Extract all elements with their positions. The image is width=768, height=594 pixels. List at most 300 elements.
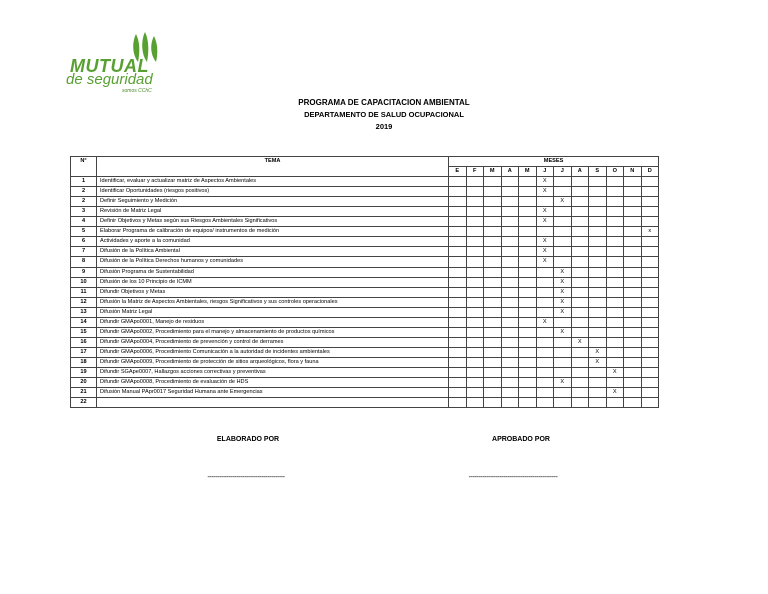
row-tema: Difusión Matriz Legal <box>97 307 449 317</box>
month-mark <box>589 307 607 317</box>
month-mark: X <box>536 247 554 257</box>
month-mark <box>589 388 607 398</box>
month-mark <box>466 227 484 237</box>
month-header: F <box>466 167 484 177</box>
month-header: M <box>519 167 537 177</box>
row-tema: Difundir GMApo0006, Procedimiento Comunicación a la autoridad de incidentes ambientales <box>97 347 449 357</box>
month-mark <box>571 227 589 237</box>
month-mark <box>501 297 519 307</box>
month-mark <box>501 207 519 217</box>
month-header: A <box>571 167 589 177</box>
month-mark <box>536 347 554 357</box>
month-mark: X <box>554 287 572 297</box>
month-mark <box>449 347 467 357</box>
month-mark <box>554 237 572 247</box>
month-mark <box>449 388 467 398</box>
table-row <box>71 357 659 367</box>
month-mark <box>641 177 659 187</box>
month-mark <box>536 337 554 347</box>
month-mark: X <box>589 347 607 357</box>
month-mark <box>536 388 554 398</box>
month-mark <box>466 327 484 337</box>
month-mark <box>484 277 502 287</box>
month-mark <box>589 367 607 377</box>
month-mark <box>501 317 519 327</box>
month-mark <box>519 277 537 287</box>
month-mark <box>589 317 607 327</box>
month-mark <box>606 277 624 287</box>
month-mark <box>589 187 607 197</box>
month-mark <box>449 398 467 408</box>
month-mark <box>606 337 624 347</box>
row-number: 2 <box>71 187 97 197</box>
month-mark <box>624 367 642 377</box>
month-mark <box>554 347 572 357</box>
month-mark <box>624 187 642 197</box>
document-title: PROGRAMA DE CAPACITACION AMBIENTAL <box>298 98 470 107</box>
month-mark <box>589 378 607 388</box>
table-row <box>71 177 659 187</box>
month-mark <box>536 297 554 307</box>
month-mark: X <box>536 257 554 267</box>
row-tema: Revisión de Matriz Legal <box>97 207 449 217</box>
month-mark <box>589 207 607 217</box>
month-mark <box>606 317 624 327</box>
month-mark <box>501 237 519 247</box>
table-row <box>71 347 659 357</box>
month-mark <box>641 388 659 398</box>
month-mark <box>484 398 502 408</box>
table-row <box>71 247 659 257</box>
month-mark <box>466 357 484 367</box>
month-mark <box>501 327 519 337</box>
month-mark <box>624 197 642 207</box>
month-mark <box>466 398 484 408</box>
month-mark <box>589 398 607 408</box>
month-mark <box>519 347 537 357</box>
row-tema: Elaborar Programa de calibración de equipos/ instrumentos de medición <box>97 227 449 237</box>
month-mark <box>449 317 467 327</box>
month-mark <box>519 357 537 367</box>
mutual-logo <box>66 30 188 100</box>
month-mark <box>606 207 624 217</box>
table-row <box>71 297 659 307</box>
table-row <box>71 277 659 287</box>
month-mark <box>519 227 537 237</box>
logo-line-2: de seguridad <box>66 71 153 88</box>
row-tema: Difusión la Matriz de Aspectos Ambientales, riesgos Significativos y sus controles operacionales <box>97 297 449 307</box>
month-mark <box>606 357 624 367</box>
month-mark <box>466 317 484 327</box>
month-mark <box>624 378 642 388</box>
month-mark <box>606 347 624 357</box>
month-mark: X <box>536 317 554 327</box>
row-number: 3 <box>71 207 97 217</box>
table-header-row <box>71 157 659 167</box>
month-mark: X <box>589 357 607 367</box>
month-mark <box>606 307 624 317</box>
month-mark <box>554 177 572 187</box>
month-mark <box>589 287 607 297</box>
row-tema: Identificar Oportunidades (riesgos positivos) <box>97 187 449 197</box>
month-mark: X <box>554 197 572 207</box>
month-header: S <box>589 167 607 177</box>
month-mark <box>466 247 484 257</box>
month-mark <box>466 367 484 377</box>
month-mark <box>641 187 659 197</box>
month-mark: X <box>536 237 554 247</box>
month-mark <box>606 287 624 297</box>
month-mark <box>466 388 484 398</box>
row-number: 1 <box>71 177 97 187</box>
month-mark <box>624 287 642 297</box>
month-header: D <box>641 167 659 177</box>
month-header: O <box>606 167 624 177</box>
month-mark <box>519 237 537 247</box>
month-mark <box>519 217 537 227</box>
aprobado-signature-line: ---------------------------------------------- <box>468 474 558 481</box>
month-mark <box>641 247 659 257</box>
table-row <box>71 227 659 237</box>
month-mark <box>501 398 519 408</box>
row-tema: Difusión de la Política Ambiental <box>97 247 449 257</box>
month-mark <box>449 277 467 287</box>
month-mark <box>519 187 537 197</box>
table-row <box>71 307 659 317</box>
month-mark <box>466 337 484 347</box>
month-mark <box>641 378 659 388</box>
month-mark <box>641 327 659 337</box>
month-mark <box>571 197 589 207</box>
department-title: DEPARTAMENTO DE SALUD OCUPACIONAL <box>304 110 464 119</box>
month-mark <box>536 197 554 207</box>
row-tema: Definir Objetivos y Metas según sus Riesgos Ambientales Significativos <box>97 217 449 227</box>
month-mark <box>624 307 642 317</box>
month-mark <box>606 187 624 197</box>
row-tema: Difusión Manual PApr0017 Seguridad Humana ante Emergencias <box>97 388 449 398</box>
month-mark <box>641 207 659 217</box>
month-mark <box>501 227 519 237</box>
month-mark <box>519 388 537 398</box>
month-mark <box>536 277 554 287</box>
month-mark <box>519 378 537 388</box>
month-mark <box>589 227 607 237</box>
elaborado-signature-line: ---------------------------------------- <box>207 474 285 481</box>
month-mark <box>641 237 659 247</box>
header-number: N° <box>71 157 97 177</box>
row-tema: Difundir GMApo0002, Procedimiento para el manejo y almacenamiento de productos químicos <box>97 327 449 337</box>
month-mark <box>466 378 484 388</box>
table-row <box>71 207 659 217</box>
month-mark <box>589 267 607 277</box>
row-number: 10 <box>71 277 97 287</box>
month-mark <box>519 207 537 217</box>
row-tema: Difusión Programa de Sustentabilidad <box>97 267 449 277</box>
table-row <box>71 237 659 247</box>
month-mark: x <box>641 227 659 237</box>
month-mark <box>466 307 484 317</box>
month-mark <box>501 367 519 377</box>
month-mark: X <box>536 177 554 187</box>
month-mark <box>449 297 467 307</box>
header-tema: TEMA <box>97 157 449 177</box>
month-header: J <box>536 167 554 177</box>
table-row <box>71 197 659 207</box>
table-row <box>71 378 659 388</box>
month-mark <box>501 378 519 388</box>
month-mark <box>606 177 624 187</box>
month-mark <box>449 177 467 187</box>
month-mark <box>624 277 642 287</box>
table-row <box>71 217 659 227</box>
month-mark <box>449 227 467 237</box>
month-mark <box>484 347 502 357</box>
month-mark <box>501 388 519 398</box>
month-mark <box>484 187 502 197</box>
month-mark <box>624 247 642 257</box>
table-row <box>71 267 659 277</box>
month-mark <box>606 257 624 267</box>
month-mark <box>571 217 589 227</box>
row-tema: Difundir GMApo0001, Manejo de residuos <box>97 317 449 327</box>
month-mark <box>449 357 467 367</box>
month-mark <box>624 267 642 277</box>
month-mark <box>484 207 502 217</box>
month-mark <box>466 217 484 227</box>
month-mark: X <box>554 277 572 287</box>
month-mark: X <box>536 217 554 227</box>
row-number: 18 <box>71 357 97 367</box>
month-mark <box>449 237 467 247</box>
month-mark <box>589 277 607 287</box>
month-mark <box>571 247 589 257</box>
row-tema: Actividades y aporte a la comunidad <box>97 237 449 247</box>
row-number: 17 <box>71 347 97 357</box>
month-mark <box>519 307 537 317</box>
month-mark <box>571 297 589 307</box>
table-row <box>71 398 659 408</box>
month-mark <box>484 227 502 237</box>
month-mark <box>571 177 589 187</box>
month-mark <box>554 207 572 217</box>
month-mark <box>571 317 589 327</box>
row-number: 20 <box>71 378 97 388</box>
month-mark <box>589 237 607 247</box>
month-mark <box>536 307 554 317</box>
month-header: M <box>484 167 502 177</box>
month-mark <box>519 267 537 277</box>
month-mark <box>519 247 537 257</box>
month-mark <box>501 177 519 187</box>
row-number: 19 <box>71 367 97 377</box>
month-mark <box>536 367 554 377</box>
month-mark <box>624 388 642 398</box>
month-mark <box>501 247 519 257</box>
month-mark <box>606 398 624 408</box>
month-mark <box>466 177 484 187</box>
month-mark <box>554 388 572 398</box>
row-number: 8 <box>71 257 97 267</box>
month-mark <box>571 257 589 267</box>
month-mark <box>641 267 659 277</box>
month-mark <box>589 327 607 337</box>
month-mark <box>519 327 537 337</box>
month-mark <box>624 237 642 247</box>
row-tema: Difundir SGApe0007, Hallazgos acciones correctivas y preventivas <box>97 367 449 377</box>
month-mark <box>449 217 467 227</box>
month-mark <box>501 267 519 277</box>
table-row <box>71 257 659 267</box>
month-mark <box>624 317 642 327</box>
month-mark <box>519 367 537 377</box>
month-mark <box>466 257 484 267</box>
header-meses: MESES <box>449 157 659 167</box>
month-mark <box>519 257 537 267</box>
month-mark <box>501 217 519 227</box>
row-tema: Difundir GMApo0009, Procedimiento de protección de sitios arqueológicos, flora y fauna <box>97 357 449 367</box>
month-mark <box>606 378 624 388</box>
month-mark <box>624 207 642 217</box>
month-mark: X <box>554 297 572 307</box>
month-mark <box>641 217 659 227</box>
month-mark <box>519 337 537 347</box>
month-mark <box>466 187 484 197</box>
row-number: 22 <box>71 398 97 408</box>
row-number: 9 <box>71 267 97 277</box>
month-mark <box>624 177 642 187</box>
month-mark <box>466 267 484 277</box>
month-mark <box>466 197 484 207</box>
month-mark <box>571 237 589 247</box>
month-mark <box>466 277 484 287</box>
month-mark <box>484 217 502 227</box>
month-mark <box>536 357 554 367</box>
month-mark: X <box>554 307 572 317</box>
month-mark <box>571 207 589 217</box>
month-mark <box>466 237 484 247</box>
month-mark <box>484 388 502 398</box>
month-mark <box>449 187 467 197</box>
month-mark <box>484 357 502 367</box>
logo-line-3: somos CChC <box>122 88 152 94</box>
month-mark: X <box>571 337 589 347</box>
month-mark: X <box>554 267 572 277</box>
row-number: 12 <box>71 297 97 307</box>
table-row <box>71 187 659 197</box>
row-number: 5 <box>71 227 97 237</box>
row-number: 15 <box>71 327 97 337</box>
month-mark <box>519 177 537 187</box>
month-mark <box>484 307 502 317</box>
month-mark <box>571 307 589 317</box>
month-header: N <box>624 167 642 177</box>
month-mark <box>641 287 659 297</box>
elaborado-por-label: ELABORADO POR <box>216 436 280 443</box>
month-mark <box>484 367 502 377</box>
row-number: 14 <box>71 317 97 327</box>
month-mark <box>466 297 484 307</box>
table-row <box>71 367 659 377</box>
month-mark <box>641 398 659 408</box>
month-mark <box>484 287 502 297</box>
row-number: 7 <box>71 247 97 257</box>
month-mark <box>641 317 659 327</box>
month-mark <box>624 227 642 237</box>
month-mark <box>606 247 624 257</box>
month-mark <box>554 398 572 408</box>
month-mark <box>589 297 607 307</box>
month-mark <box>571 367 589 377</box>
month-mark <box>589 177 607 187</box>
month-mark <box>624 398 642 408</box>
month-mark <box>536 267 554 277</box>
month-mark <box>501 337 519 347</box>
logo-line-1: MUTUAL <box>70 56 149 76</box>
month-mark <box>554 247 572 257</box>
month-mark <box>571 378 589 388</box>
row-tema: Identificar, evaluar y actualizar matriz de Aspectos Ambientales <box>97 177 449 187</box>
row-number: 2 <box>71 197 97 207</box>
row-number: 6 <box>71 237 97 247</box>
row-number: 16 <box>71 337 97 347</box>
table-row <box>71 317 659 327</box>
month-mark <box>641 367 659 377</box>
month-mark <box>571 187 589 197</box>
month-mark <box>501 307 519 317</box>
table-row <box>71 337 659 347</box>
month-mark <box>484 257 502 267</box>
month-mark <box>606 327 624 337</box>
month-mark <box>641 357 659 367</box>
month-mark <box>449 367 467 377</box>
month-header: J <box>554 167 572 177</box>
month-mark <box>501 277 519 287</box>
month-mark <box>449 327 467 337</box>
row-number: 11 <box>71 287 97 297</box>
training-schedule-table <box>70 156 659 408</box>
month-mark <box>501 197 519 207</box>
month-mark <box>606 197 624 207</box>
row-tema: Difusión de los 10 Principio de ICMM <box>97 277 449 287</box>
month-mark <box>449 207 467 217</box>
month-mark <box>606 267 624 277</box>
month-mark <box>519 197 537 207</box>
month-mark <box>641 197 659 207</box>
month-mark <box>554 367 572 377</box>
month-mark <box>641 297 659 307</box>
month-mark <box>449 267 467 277</box>
month-mark: X <box>554 378 572 388</box>
month-mark <box>554 337 572 347</box>
month-mark <box>589 337 607 347</box>
month-mark <box>449 197 467 207</box>
month-mark <box>624 217 642 227</box>
month-mark <box>571 357 589 367</box>
month-mark <box>484 237 502 247</box>
month-mark <box>606 227 624 237</box>
month-mark <box>484 337 502 347</box>
month-mark <box>484 267 502 277</box>
month-mark <box>484 177 502 187</box>
month-mark <box>624 297 642 307</box>
month-mark <box>536 327 554 337</box>
month-mark: X <box>536 207 554 217</box>
row-tema <box>97 398 449 408</box>
month-mark <box>449 287 467 297</box>
month-header: E <box>449 167 467 177</box>
month-mark <box>519 287 537 297</box>
month-mark <box>484 317 502 327</box>
